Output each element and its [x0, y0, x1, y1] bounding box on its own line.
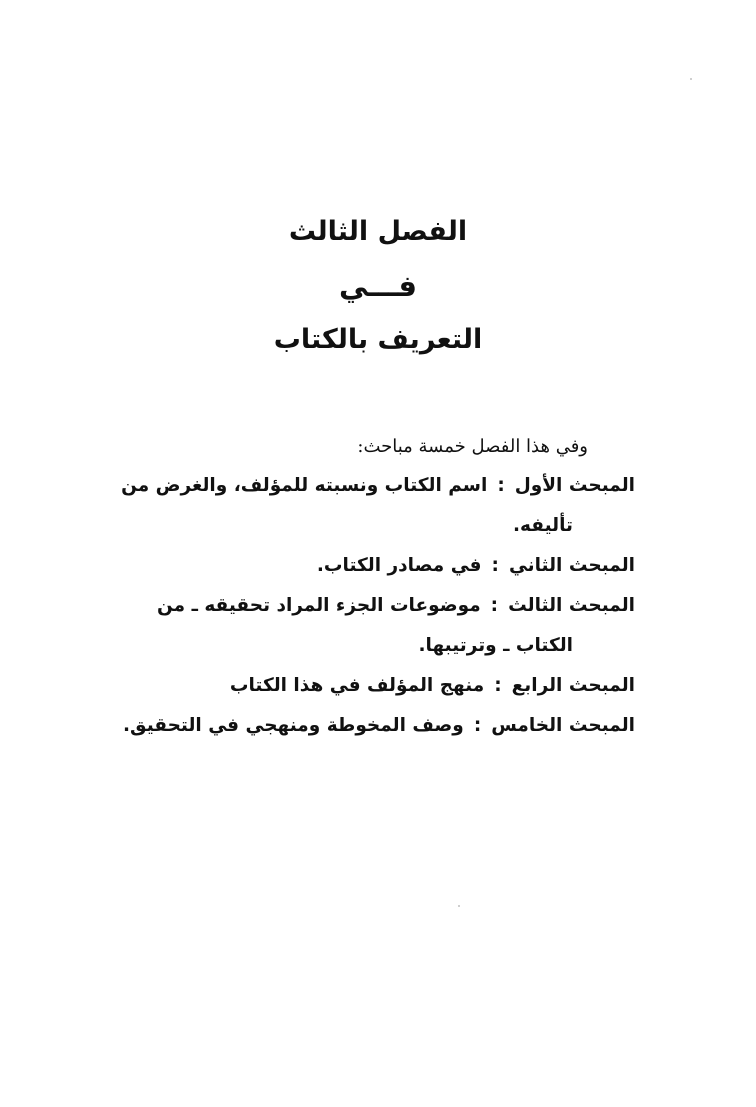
intro-text: وفي هذا الفصل خمسة مباحث:	[357, 436, 588, 457]
scan-speck	[458, 905, 460, 907]
section-5-text: وصف المخوطة ومنهجي في التحقيق.	[123, 715, 464, 736]
section-3-continuation: الكتاب ـ وترتيبها.	[418, 635, 573, 656]
section-5	[90, 706, 635, 746]
section-5-separator: :	[473, 715, 482, 736]
section-1-separator: :	[497, 475, 505, 496]
section-1-label: المبحث الأول	[514, 475, 635, 496]
section-1-text: اسم الكتاب ونسبته للمؤلف، والغرض من	[121, 475, 488, 496]
chapter-title: الفصل الثالث	[288, 216, 468, 247]
chapter-subject: التعريف بالكتاب	[273, 324, 483, 355]
section-3-label: المبحث الثالث	[508, 595, 635, 616]
section-4-label: المبحث الرابع	[511, 675, 635, 696]
section-4-separator: :	[494, 675, 502, 696]
chapter-connector: فـــي	[338, 269, 418, 303]
scan-speck	[690, 78, 692, 80]
section-4	[90, 666, 635, 706]
section-2-label: المبحث الثاني	[508, 555, 635, 576]
section-1-continuation: تأليفه.	[513, 515, 573, 536]
section-1	[90, 466, 635, 506]
section-5-label: المبحث الخامس	[491, 715, 635, 736]
section-2-separator: :	[491, 555, 499, 576]
sections-list	[90, 466, 635, 746]
section-3	[90, 586, 635, 626]
section-2-text: في مصادر الكتاب.	[316, 555, 482, 576]
section-2	[90, 546, 635, 586]
section-3-separator: :	[490, 595, 499, 616]
section-3-text: موضوعات الجزء المراد تحقيقه ـ من	[157, 595, 481, 616]
section-4-text: منهج المؤلف في هذا الكتاب	[229, 675, 485, 696]
